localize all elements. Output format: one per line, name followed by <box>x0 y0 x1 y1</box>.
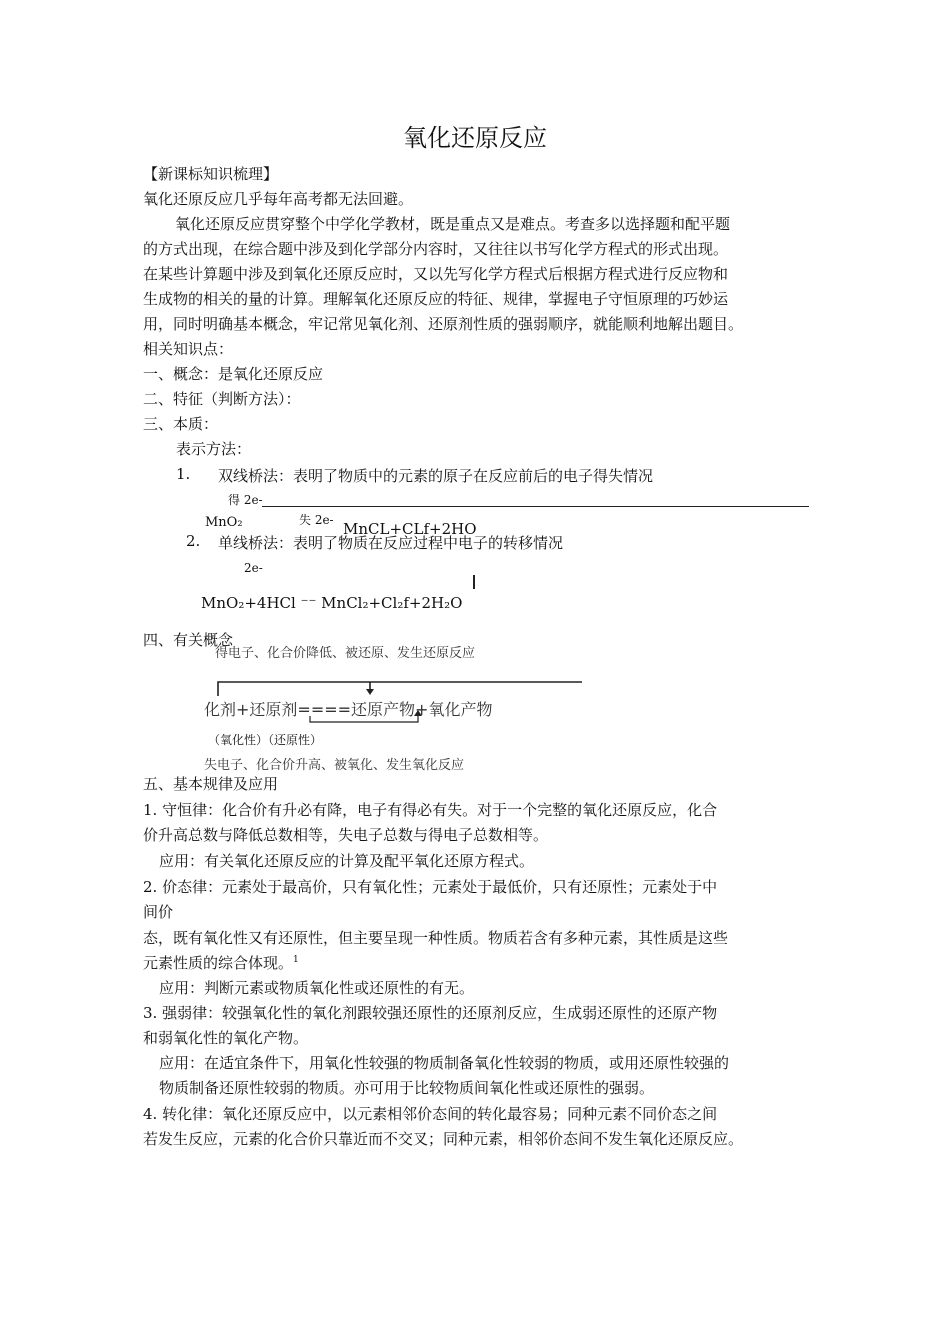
paragraph-line: 的方式出现，在综合题中涉及到化学部分内容时，又往往以书写化学方程式的形式出现。 <box>143 240 729 258</box>
equation-single: MnO₂+4HCl ⁻⁻ MnCl₂+Cl₂f+2H₂O <box>201 594 463 612</box>
concept-bottom-label <box>204 754 494 773</box>
paragraph-line: 氧化还原反应贯穿整个中学化学教材，既是重点又是难点。考查多以选择题和配平题 <box>175 215 731 233</box>
law-line: 3. 强弱律：较强氧化性的氧化剂跟较强还原性的还原剂反应，生成弱还原性的还原产物 <box>143 1004 718 1022</box>
list-item: 二、特征（判断方法）： <box>143 390 301 408</box>
knowledge-points-heading: 相关知识点： <box>143 340 234 358</box>
single-bridge-label: 2e- <box>244 561 263 575</box>
law-application: 应用：判断元素或物质氧化性或还原性的有无。 <box>159 979 475 997</box>
method-text: 双线桥法：表明了物质中的元素的原子在反应前后的电子得失情况 <box>218 467 654 485</box>
method-number: 2. <box>186 532 201 550</box>
list-item: 一、概念：是氧化还原反应 <box>143 365 324 383</box>
law-line-with-footnote <box>143 952 299 973</box>
concept-properties: （氧化性）（还原性） <box>208 733 323 747</box>
paragraph-line: 在某些计算题中涉及到氧化还原反应时，又以先写化学方程式后根据方程式进行反应物和 <box>143 265 729 283</box>
law-line: 若发生反应，元素的化合价只靠近而不交叉；同种元素，相邻价态间不发生氧化还原反应。 <box>143 1130 744 1148</box>
concept-equation: 化剂+还原剂====还原产物+氧化产物 <box>204 700 493 719</box>
law-line: 和弱氧化性的氧化产物。 <box>143 1029 309 1047</box>
law-application: 应用：有关氧化还原反应的计算及配平氧化还原方程式。 <box>159 852 535 870</box>
equation-right: MnCL+CLf+2HO <box>343 520 477 538</box>
concept-top-text: 得电子、化合价降低、被还原、发生还原反应 <box>215 646 476 661</box>
concept-bottom-text: 失电子、化合价升高、被氧化、发生氧化反应 <box>204 758 465 773</box>
law-line: 2. 价态律：元素处于最高价，只有氧化性；元素处于最低价，只有还原性；元素处于中 <box>143 878 718 896</box>
method-number: 1. <box>176 465 191 483</box>
law-line: 1. 守恒律：化合价有升必有降，电子有得必有失。对于一个完整的氧化还原反应，化合 <box>143 801 718 819</box>
section-header: 【新课标知识梳理】 <box>143 165 279 183</box>
equation-left: MnO₂ <box>205 515 243 530</box>
list-item: 五、基本规律及应用 <box>143 775 279 793</box>
law-application: 应用：在适宜条件下，用氧化性较强的物质制备氧化性较弱的物质，或用还原性较强的 <box>159 1054 730 1072</box>
gain-electron-label: 得 2e- <box>228 493 263 507</box>
law-application: 物质制备还原性较弱的物质。亦可用于比较物质间氧化性或还原性的强弱。 <box>159 1079 655 1097</box>
page-title: 氧化还原反应 <box>403 124 547 152</box>
list-item: 四、有关概念 <box>143 631 234 649</box>
paragraph-line: 生成物的相关的量的计算。理解氧化还原反应的特征、规律，掌握电子守恒原理的巧妙运 <box>143 290 729 308</box>
footnote-marker[interactable]: 1 <box>293 955 299 965</box>
law-text: 元素性质的综合体现。 <box>143 954 294 972</box>
concept-top-label <box>215 646 505 661</box>
intro-line: 氧化还原反应几乎每年高考都无法回避。 <box>143 190 414 208</box>
list-item: 三、本质： <box>143 415 219 433</box>
lose-electron-label: 失 2e- <box>299 513 334 527</box>
repr-methods-label: 表示方法： <box>176 440 252 458</box>
law-line: 间价 <box>143 903 174 921</box>
concept-equation-box <box>204 697 493 721</box>
paragraph-line: 用，同时明确基本概念，牢记常见氧化剂、还原剂性质的强弱顺序，就能顺利地解出题目。 <box>143 315 744 333</box>
law-line: 态，既有氧化性又有还原性，但主要呈现一种性质。物质若含有多种元素，其性质是这些 <box>143 929 729 947</box>
method-text: 单线桥法：表明了物质在反应过程中电子的转移情况 <box>218 534 564 552</box>
bridge-tick <box>473 575 475 589</box>
law-line: 4. 转化律：氧化还原反应中，以元素相邻价态间的转化最容易；同种元素不同价态之间 <box>143 1105 718 1123</box>
law-line: 价升高总数与降低总数相等，失电子总数与得电子总数相等。 <box>143 826 549 844</box>
bridge-line <box>262 506 809 507</box>
